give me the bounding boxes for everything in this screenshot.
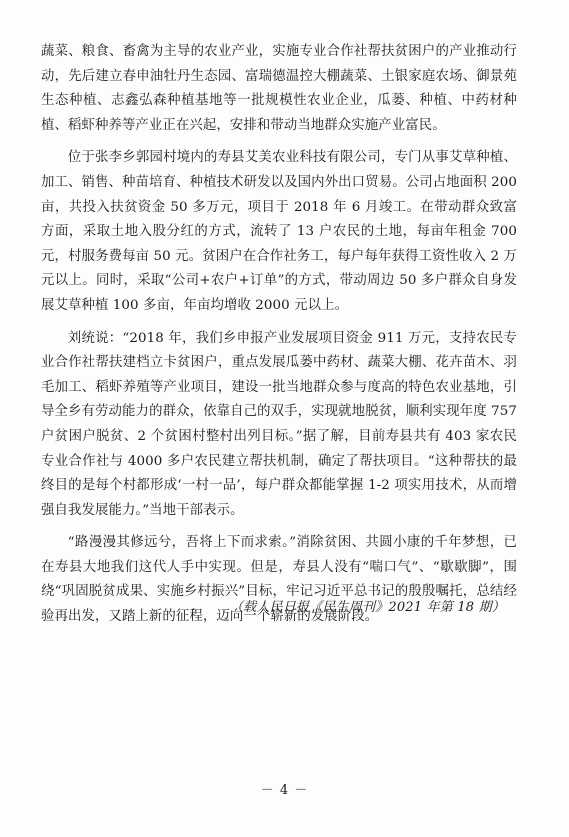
paragraph-liu-tong-quote: 刘统说：“2018 年，我们乡申报产业发展项目资金 911 万元，支持农民专业合作社帮扶建档立卡贫困户，重点发展瓜蒌中药材、蔬菜大棚、花卉苗木、羽毛加工、稻虾养殖等产业项目，建设一批当地群众参与度高的特色农业基地，引导全乡有劳动能力的群众，依靠自己的双手，实现就地脱贫，顺利实现年度 757 户贫困户脱贫、2 个贫困村整村出列目标。”据了解，目前寿县共有 403 家农民专业合作社与 4000 多户农民建立帮扶机制，确定了帮扶项目。“这种帮扶的最终目的是每个村都形成‘一村一品’，每户群众都能掌握 1-2 项实用技术，从而增强自我发展能力。”当地干部表示。: [41, 330, 517, 518]
article-body: [41, 40, 517, 638]
paragraph-conclusion: “路漫漫其修远兮，吾将上下而求索。”消除贫困、共圆小康的千年梦想，已在寿县大地我们这代人手中实现。但是，寿县人没有“喘口气”、“歇歇脚”，围绕“巩固脱贫成果、实施乡村振兴”目标，牢记习近平总书记的殷殷嘱托，总结经验再出发，又踏上新的征程，迈向一个崭新的发展阶段。: [41, 535, 517, 625]
page-number: － 4 －: [260, 783, 309, 798]
source-citation: （载人民日报《民生周刊》2021 年第 18 期）: [229, 600, 505, 615]
paragraph-industry-list: 蔬菜、粮食、畜禽为主导的农业产业，实施专业合作社帮扶贫困户的产业推动行动，先后建立春申油牡丹生态园、富瑞德温控大棚蔬菜、土银家庭农场、御景苑生态种植、志鑫弘森种植基地等一批规模性农业企业，瓜蒌、种植、中药材种植、稻虾种养等产业正在兴起，安排和带动当地群众实施产业富民。: [41, 44, 517, 133]
paragraph-aimei-company: 位于张李乡郭园村境内的寿县艾美农业科技有限公司，专门从事艾草种植、加工、销售、种苗培育、种植技术研发以及国内外出口贸易。公司占地面积 200 亩，共投入扶贫资金 50 多万元，项目于 2018 年 6 月竣工。在带动群众致富方面，采取土地入股分红的方式，流转了 13 户农民的土地，每亩年租金 700 元，村服务费每亩 50 元。贫困户在合作社务工，每户每年获得工资性收入 2 万元以上。同时，采取“公司+农户+订单”的方式，带动周边 50 多户群众自身发展艾草种植 100 多亩，年亩均增收 2000 元以上。: [41, 150, 517, 313]
